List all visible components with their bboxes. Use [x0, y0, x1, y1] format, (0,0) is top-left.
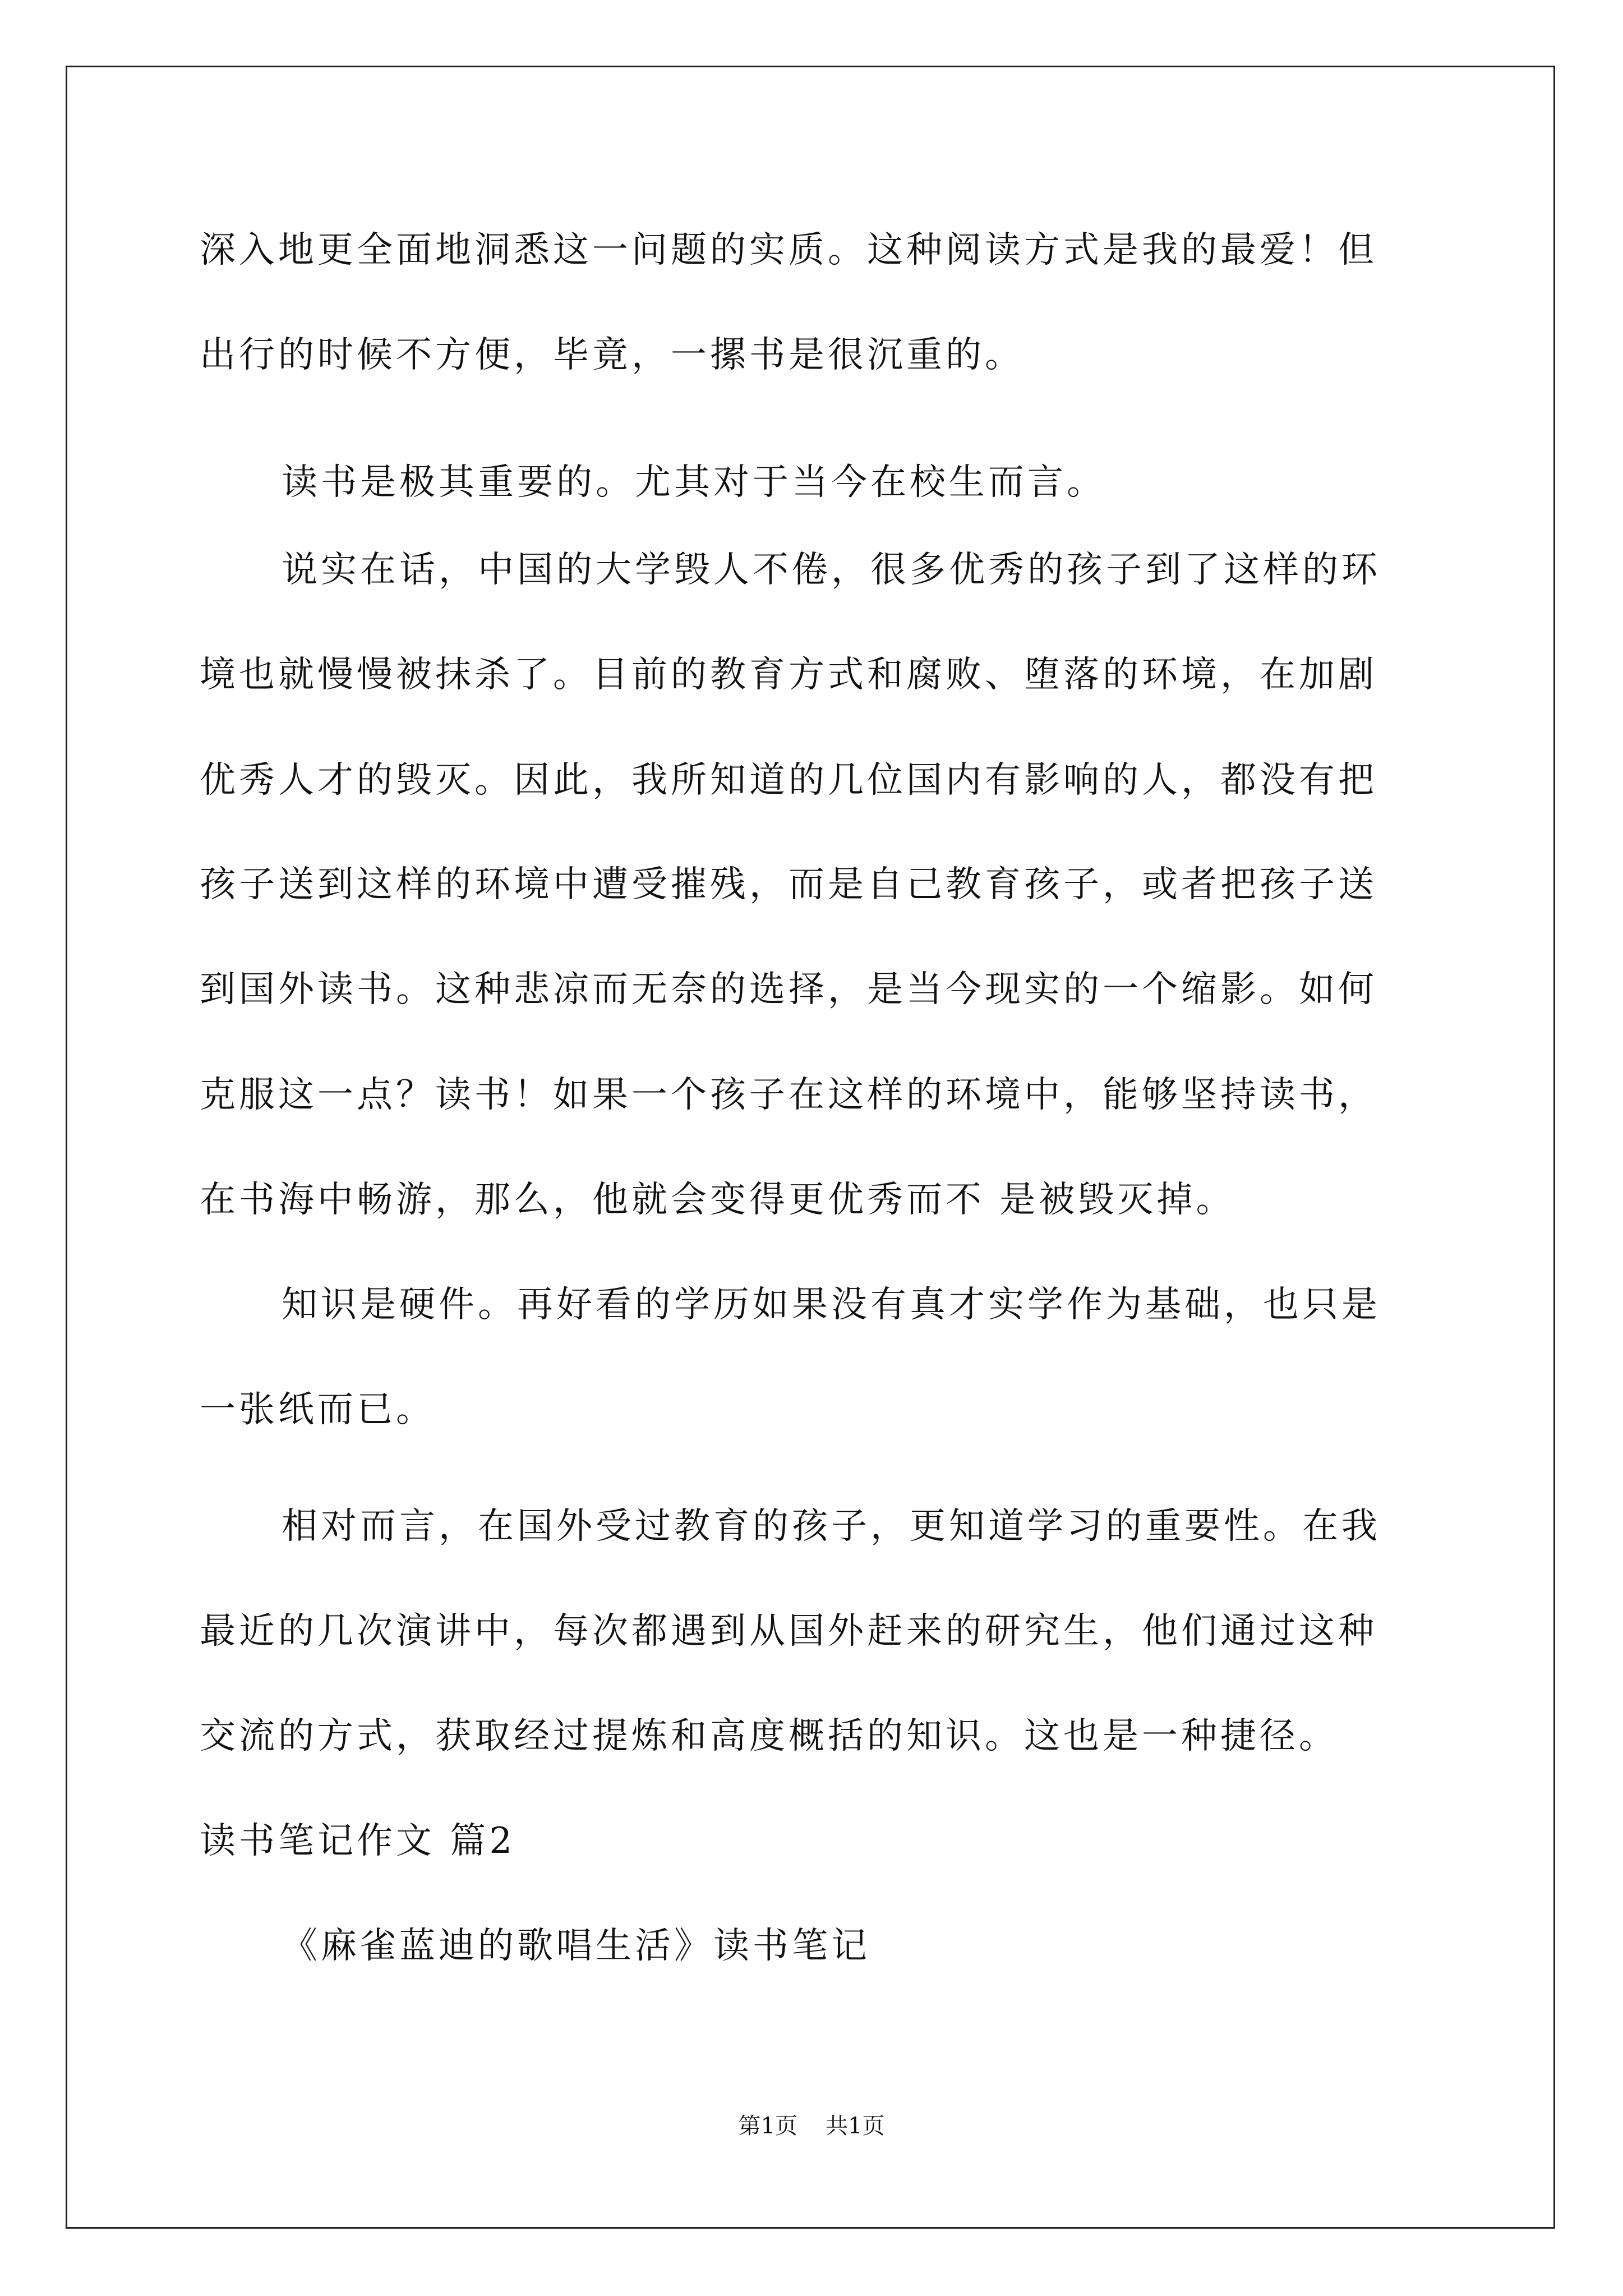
paragraph-line: 一张纸而已。	[200, 1389, 435, 1430]
page-total: 共1页	[826, 2113, 885, 2139]
article-subtitle: 《麻雀蓝迪的歌唱生活》读书笔记	[282, 1925, 870, 1967]
paragraph-line: 优秀人才的毁灭。因此，我所知道的几位国内有影响的人，都没有把	[200, 760, 1377, 801]
paragraph-line: 在书海中畅游，那么，他就会变得更优秀而不 是被毁灭掉。	[200, 1179, 1235, 1221]
page-footer	[0, 2109, 1623, 2143]
paragraph-line: 交流的方式，获取经过提炼和高度概括的知识。这也是一种捷径。	[200, 1715, 1338, 1757]
paragraph-line: 克服这一点？读书！如果一个孩子在这样的环境中，能够坚持读书，	[200, 1074, 1377, 1116]
paragraph-line: 到国外读书。这种悲凉而无奈的选择，是当今现实的一个缩影。如何	[200, 969, 1377, 1010]
paragraph-line: 孩子送到这样的环境中遭受摧残，而是自己教育孩子，或者把孩子送	[200, 864, 1377, 905]
paragraph-line: 境也就慢慢被抹杀了。目前的教育方式和腐败、堕落的环境，在加剧	[200, 654, 1377, 696]
paragraph-line: 知识是硬件。再好看的学历如果没有真才实学作为基础，也只是	[282, 1284, 1381, 1326]
section-heading: 读书笔记作文 篇2	[200, 1820, 516, 1862]
page-border	[66, 66, 1555, 2229]
paragraph-line: 相对而言，在国外受过教育的孩子，更知道学习的重要性。在我	[282, 1506, 1381, 1547]
paragraph-line: 说实在话，中国的大学毁人不倦，很多优秀的孩子到了这样的环	[282, 549, 1381, 591]
page-number: 第1页	[738, 2113, 797, 2139]
paragraph-line: 最近的几次演讲中，每次都遇到从国外赶来的研究生，他们通过这种	[200, 1611, 1377, 1652]
paragraph-line: 出行的时候不方便，毕竟，一摞书是很沉重的。	[200, 334, 1024, 376]
paragraph-line: 深入地更全面地洞悉这一问题的实质。这种阅读方式是我的最爱！但	[200, 229, 1377, 271]
paragraph-line: 读书是极其重要的。尤其对于当今在校生而言。	[282, 462, 1106, 503]
